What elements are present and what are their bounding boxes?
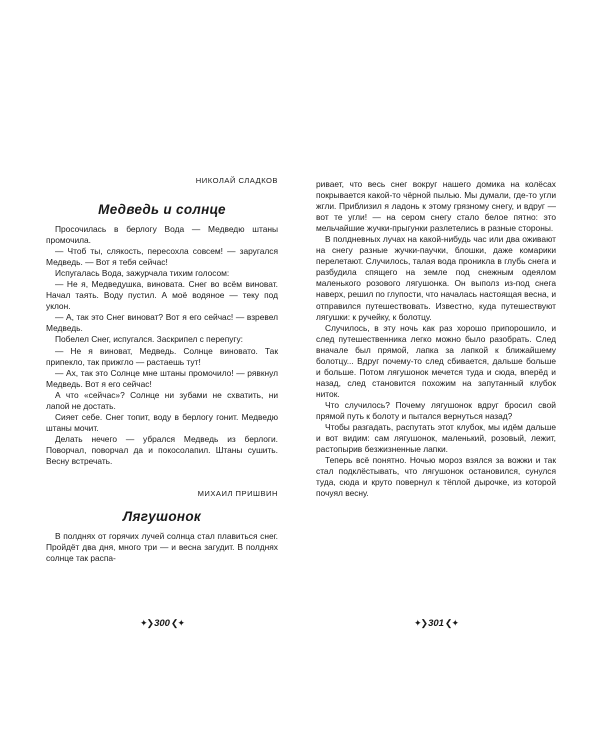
paragraph: — А, так это Снег виноват? Вот я его сейчас! — взревел Медведь.: [46, 312, 278, 334]
paragraph: Испугалась Вода, зажурчала тихим голосом:: [55, 268, 230, 279]
paragraph: Что случилось? Почему лягушонок вдруг бросил свой прямой путь к болоту и пытался вернуться назад?: [316, 399, 556, 421]
paragraph: Просочилась в берлогу Вода — Медведю штаны промочила.: [46, 224, 278, 246]
paragraph: — Ах, так это Солнце мне штаны промочило! — рявкнул Медведь. Вот я его сейчас!: [46, 367, 278, 389]
paragraph: — Не я виноват, Медведь. Солнце виновато. Так припекло, так прижгло — растаешь тут!: [46, 345, 278, 367]
paragraph: — Не я, Медведушка, виновата. Снег во всём виноват. Начал таять. Воду пустил. А моё водяное — теку под уклон.: [46, 279, 278, 312]
paragraph: ривает, что весь снег вокруг нашего домика на колёсах покрывается какой-то чёрной пылью. Мы думали, где-то угли жгли. Приблизил я ладонь к этому грязному снегу, и вдруг — вот те угли! — на сером снегу стало белое пятно: это мельчайшие жучки-прыгунки разлетелись в разные стороны.: [316, 179, 556, 234]
page-number: 301: [428, 618, 444, 629]
paragraph: Побелел Снег, испугался. Заскрипел с перепугу:: [55, 334, 243, 345]
page-number-left: [46, 617, 278, 630]
folio-ornament-left-icon: ✦❯: [139, 618, 154, 628]
right-page: [316, 0, 556, 750]
author-sladkov: НИКОЛАЙ СЛАДКОВ: [195, 176, 278, 185]
left-page: [46, 0, 278, 750]
author-prishvin: МИХАИЛ ПРИШВИН: [197, 489, 278, 499]
page-number: 300: [154, 618, 170, 629]
paragraph: А что «сейчас»? Солнце ни зубами не схватить, ни лапой не достать.: [46, 389, 278, 411]
story-title-froglet: Лягушонок: [122, 509, 202, 525]
folio-ornament-left-icon: ✦❯: [413, 618, 428, 628]
story-text-froglet: [46, 531, 278, 564]
left-column: [46, 176, 278, 564]
story-text-bear-and-sun: [46, 224, 278, 467]
paragraph: В полднях от горячих лучей солнца стал плавиться снег. Пройдёт два дня, много три — и весна загудит. В полднях солнце так распа-: [46, 531, 278, 564]
story-title-bear-and-sun: Медведь и солнце: [98, 202, 226, 217]
paragraph: — Чтоб ты, слякость, пересохла совсем! — заругался Медведь. — Вот я тебя сейчас!: [46, 246, 278, 268]
page-number-right: [316, 617, 556, 630]
right-column: [316, 179, 556, 499]
folio-ornament-right-icon: ❮✦: [170, 618, 185, 628]
folio-ornament-right-icon: ❮✦: [444, 618, 459, 628]
paragraph: Случилось, в эту ночь как раз хорошо припорошило, и след путешественника легко можно было разобрать. След вначале был прямой, лапка за лапкой к ближайшему болотцу... Вдруг почему-то след сбивается, дальше больше и больше. Потом лягушонок мечется туда и сюда, вперёд и назад, след становится похожим на запутанный клубок ниток.: [316, 322, 556, 399]
paragraph: Чтобы разгадать, распутать этот клубок, мы идём дальше и вот видим: сам лягушонок, маленький, розовый, лежит, растопырив безжизненные лапки.: [316, 422, 556, 455]
paragraph: Теперь всё понятно. Ночью мороз взялся за вожжи и так стал подклёстывать, что лягушонок остановился, сунулся туда, сюда и круто повернул к тёплой дырочке, из которой почуял весну.: [316, 455, 556, 499]
paragraph: Сияет себе. Снег топит, воду в берлогу гонит. Медведю штаны мочит.: [46, 411, 278, 433]
paragraph: Делать нечего — убрался Медведь из берлоги. Поворчал, поворчал да и покосолапил. Штаны сушить. Весну встречать.: [46, 433, 278, 466]
paragraph: В полдневных лучах на какой-нибудь час или два оживают на снегу разные жучки-паучки, блошки, даже комарики перелетают. Случилось, талая вода проникла в глубь снега и разбудила спящего на земле под снежным одеялом маленького розового лягушонка. Он выполз из-под снега наверх, решил по глупости, что началась настоящая весна, и отправился путешествовать. Известно, куда путешествуют лягушки: к ручейку, к болотцу.: [316, 234, 556, 322]
